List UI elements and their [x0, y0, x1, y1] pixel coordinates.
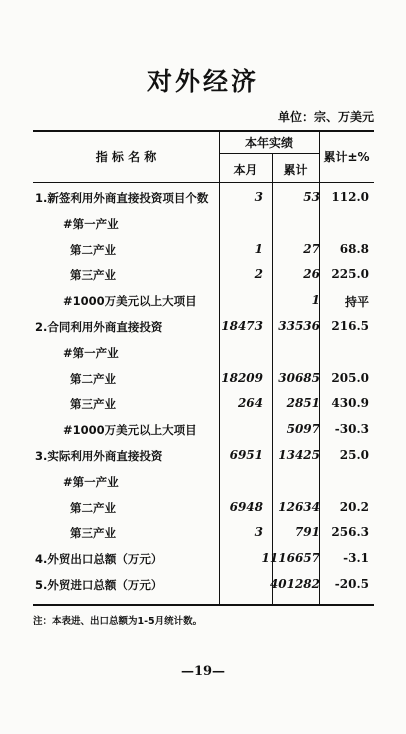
header-month: 本月 — [233, 163, 258, 177]
cell-month: 3 — [254, 525, 263, 540]
table-row — [33, 547, 374, 573]
row-label: 第三产业 — [70, 526, 116, 541]
row-label: 第三产业 — [70, 397, 116, 412]
cell-cumulative: 2851 — [286, 396, 320, 411]
row-label: #第一产业 — [63, 216, 119, 231]
table-row — [33, 289, 374, 315]
header-cumulative: 累计 — [283, 163, 308, 177]
cell-cum-pct: -30.3 — [334, 422, 369, 437]
cell-cumulative: 33536 — [278, 319, 320, 333]
page-number: —19— — [180, 664, 226, 679]
cell-month: 6951 — [229, 448, 263, 462]
cell-cumulative: 27 — [303, 241, 320, 256]
table-row — [33, 418, 374, 444]
table-bottom-rule — [33, 604, 374, 606]
table-row — [33, 186, 374, 212]
cell-cumulative: 791 — [294, 525, 320, 540]
cell-cumulative: 5097 — [286, 422, 320, 437]
cell-cum-pct: 25.0 — [339, 448, 369, 462]
cell-cum-pct: 216.5 — [331, 319, 369, 333]
table-top-rule — [33, 130, 374, 132]
unit-label: 单位：宗、万美元 — [277, 110, 374, 124]
row-label: 4.外贸出口总额（万元） — [35, 552, 163, 567]
cell-cum-pct: 持平 — [344, 295, 369, 310]
page-title: 对外经济 — [146, 67, 259, 96]
table-row — [33, 263, 374, 289]
cell-month: 1 — [254, 241, 263, 256]
cell-cum-pct: 256.3 — [331, 525, 369, 540]
header-this-year: 本年实绩 — [244, 136, 293, 150]
table-row — [33, 341, 374, 367]
row-label: 第二产业 — [70, 242, 116, 257]
row-label: #1000万美元以上大项目 — [63, 294, 197, 309]
cell-month: 2 — [254, 267, 263, 282]
table-row — [33, 521, 374, 547]
cell-cum-pct: 225.0 — [331, 267, 369, 282]
cell-month: 3 — [254, 190, 263, 204]
row-label: 1.新签利用外商直接投资项目个数 — [35, 191, 209, 205]
row-label: 3.实际利用外商直接投资 — [35, 449, 163, 463]
table-row — [33, 367, 374, 393]
cell-month: 18209 — [221, 370, 263, 385]
table-row — [33, 496, 374, 522]
cell-cum-pct: 20.2 — [339, 499, 369, 514]
table-row — [33, 470, 374, 496]
cell-month: 18473 — [221, 319, 263, 333]
cell-cumulative: 12634 — [278, 499, 320, 514]
row-label: #1000万美元以上大项目 — [63, 423, 197, 438]
footnote: 注：本表进、出口总额为1-5月统计数。 — [33, 616, 203, 627]
table-row — [33, 212, 374, 238]
cell-cumulative: 13425 — [278, 448, 320, 462]
table-row — [33, 444, 374, 470]
table-row — [33, 315, 374, 341]
cell-cum-pct: 430.9 — [331, 396, 369, 411]
row-label: 5.外贸进口总额（万元） — [35, 578, 163, 592]
row-label: 第三产业 — [70, 268, 116, 283]
row-label: 第二产业 — [70, 371, 116, 386]
cell-cum-pct: -20.5 — [334, 577, 369, 591]
row-label: 第二产业 — [70, 500, 116, 515]
header-bottom-rule — [33, 182, 374, 183]
table-row — [33, 392, 374, 418]
cell-cum-pct: 205.0 — [331, 370, 369, 385]
cell-cumulative: 30685 — [278, 370, 320, 385]
cell-cum-pct: 112.0 — [331, 190, 369, 204]
cell-cumulative: 26 — [303, 267, 320, 282]
row-label: 2.合同利用外商直接投资 — [35, 320, 163, 334]
cell-cum-pct: -3.1 — [343, 551, 369, 566]
cell-cum-pct: 68.8 — [339, 241, 369, 256]
subheader-rule — [219, 153, 319, 154]
cell-month: 6948 — [229, 499, 263, 514]
cell-month: 264 — [237, 396, 263, 411]
row-label: #第一产业 — [63, 474, 119, 489]
table-row — [33, 238, 374, 264]
header-cum-pct: 累计±% — [323, 150, 370, 164]
table-row — [33, 573, 374, 599]
cell-cumulative: 53 — [303, 190, 320, 204]
cell-cumulative: 401282 — [269, 577, 320, 591]
header-indicator: 指 标 名 称 — [95, 150, 157, 164]
cell-cumulative: 1 — [311, 293, 320, 308]
row-label: #第一产业 — [63, 345, 119, 360]
cell-cumulative: 1116657 — [261, 551, 320, 566]
